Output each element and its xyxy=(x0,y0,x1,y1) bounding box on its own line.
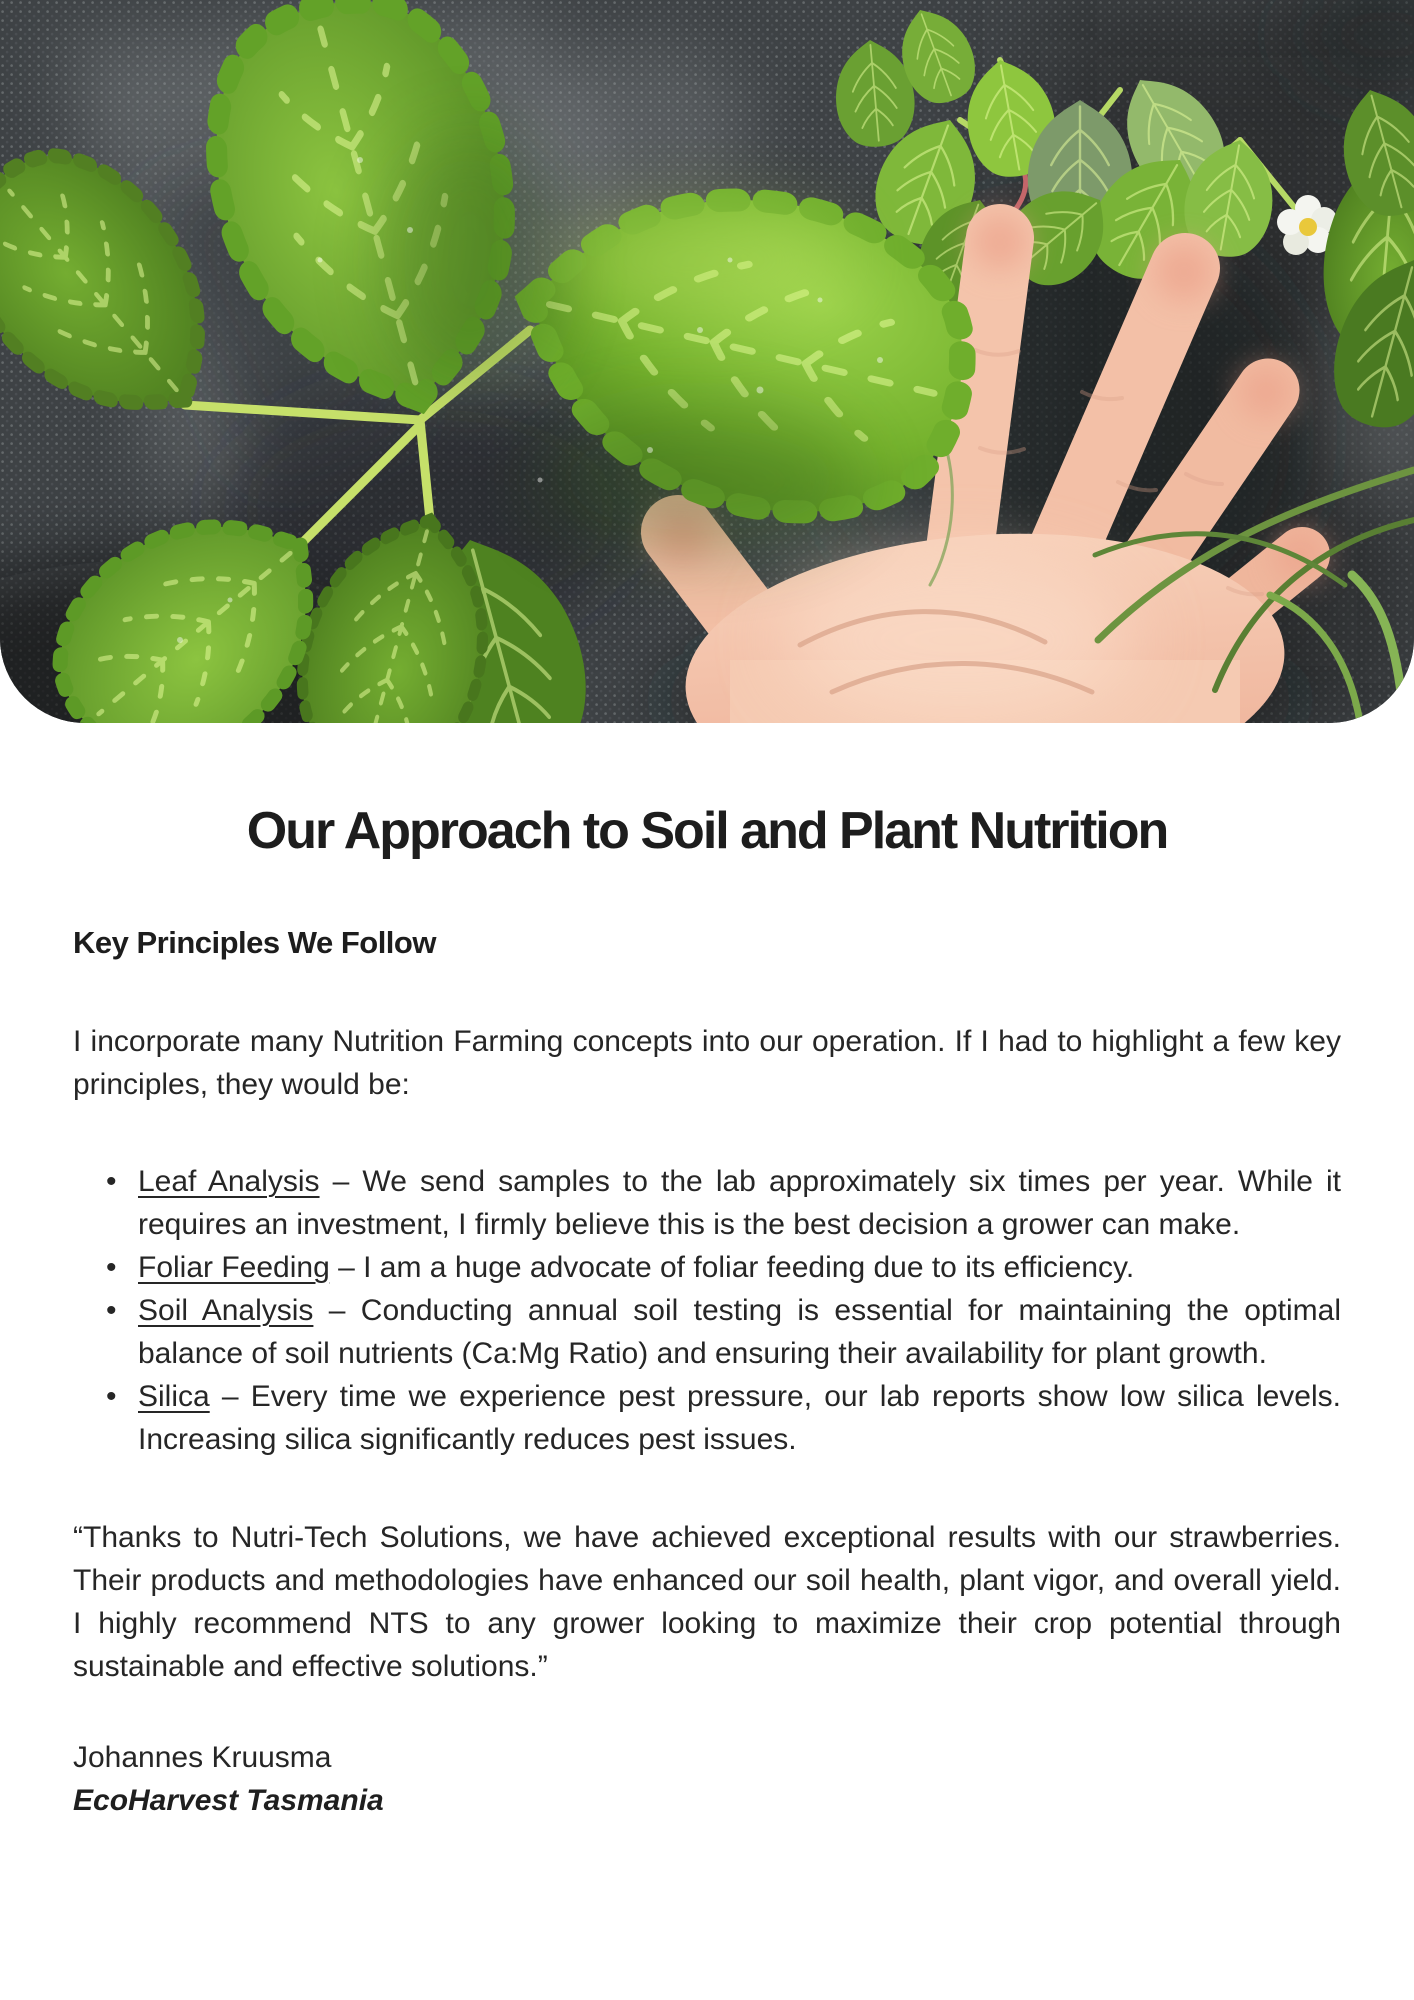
principles-list xyxy=(73,1160,1341,1461)
list-item-lead: Silica xyxy=(138,1380,210,1413)
intro-paragraph: I incorporate many Nutrition Farming concepts into our operation. If I had to highlight a few key principles, they would be: xyxy=(73,1025,1341,1101)
section-heading: Key Principles We Follow xyxy=(73,925,436,960)
page-title: Our Approach to Soil and Plant Nutrition xyxy=(246,802,1168,860)
hero-photo xyxy=(0,0,1414,723)
list-item-text: – We send samples to the lab approximately six times per year. While it requires an investment, I firmly believe this is the best decision a grower can make. xyxy=(138,1165,1342,1241)
list-item-silica xyxy=(138,1375,1341,1461)
list-item-text: – Conducting annual soil testing is essential for maintaining the optimal balance of soil nutrients (Ca:Mg Ratio) and ensuring their availability for plant growth. xyxy=(138,1294,1341,1370)
list-item-lead: Soil Analysis xyxy=(138,1294,314,1327)
list-item-soil-analysis xyxy=(138,1289,1341,1375)
list-item-leaf-analysis xyxy=(138,1160,1341,1246)
list-item-text: – Every time we experience pest pressure, our lab reports show low silica levels. Increasing silica significantly reduces pest issues. xyxy=(138,1380,1341,1456)
list-item-text: – I am a huge advocate of foliar feeding due to its efficiency. xyxy=(329,1251,1135,1284)
signature-org: EcoHarvest Tasmania xyxy=(73,1784,384,1817)
signature-name: Johannes Kruusma xyxy=(73,1741,332,1774)
list-item-foliar-feeding xyxy=(138,1246,1341,1289)
list-item-lead: Foliar Feeding xyxy=(138,1251,330,1284)
content-area xyxy=(73,924,1341,1822)
hero-photo-illustration xyxy=(0,0,1414,723)
quote-paragraph: “Thanks to Nutri-Tech Solutions, we have achieved exceptional results with our strawberries. Their products and methodologies have enhanced our soil health, plant vigor, and overall yield. I highly recommend NTS to any grower looking to maximize their crop potential through sustainable and effective solutions.” xyxy=(73,1521,1341,1683)
list-item-lead: Leaf Analysis xyxy=(138,1165,320,1198)
